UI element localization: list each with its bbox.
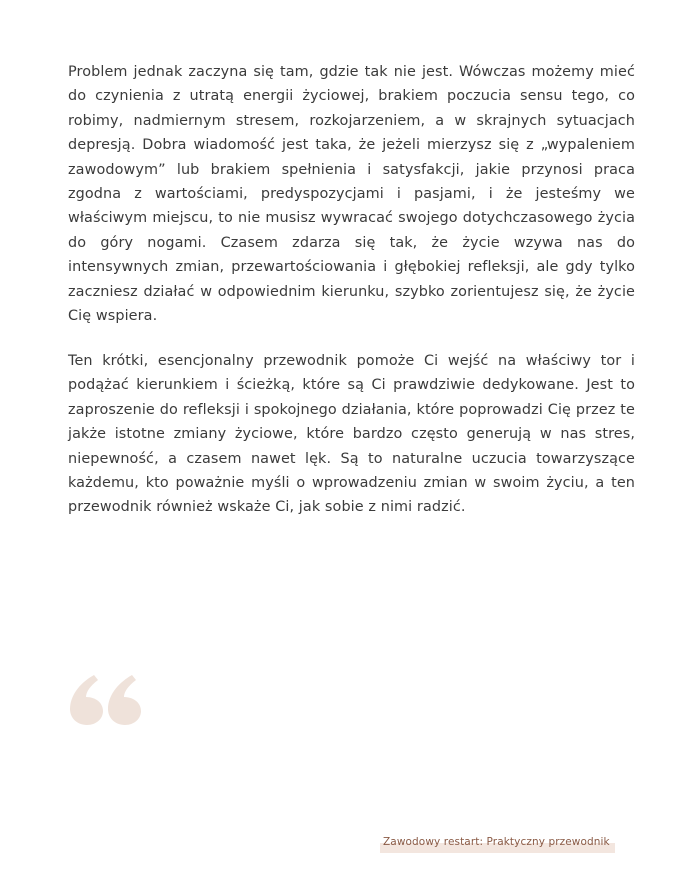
footer-book-title: Zawodowy restart: Praktyczny przewodnik: [383, 836, 610, 848]
body-paragraph-1: Problem jednak zaczyna się tam, gdzie tak nie jest. Wówczas możemy mieć do czynienia z utratą energii życiowej, brakiem poczucia sensu tego, co robimy, nadmiernym stresem, rozkojarzeniem, a w skrajnych sytuacjach depresją. Dobra wiadomość jest taka, że jeżeli mierzysz się z „wypaleniem zawodowym” lub brakiem spełnienia i satysfakcji, jakie przynosi praca zgodna z wartościami, predyspozycjami i pasjami, i że jesteśmy we właściwym miejscu, to nie musisz wywracać swojego dotychczasowego życia do góry nogami. Czasem zdarza się tak, że życie wzywa nas do intensywnych zmian, przewartościowania i głębokiej refleksji, ale gdy tylko zaczniesz działać w odpowiednim kierunku, szybko zorientujesz się, że życie Cię wspiera.: [68, 64, 635, 325]
body-paragraph-2: Ten krótki, esencjonalny przewodnik pomoże Ci wejść na właściwy tor i podążać kierunkiem i ścieżką, które są Ci prawdziwie dedykowane. Jest to zaproszenie do refleksji i spokojnego działania, które poprowadzi Cię przez te jakże istotne zmiany życiowe, które bardzo często generują w nas stres, niepewność, a czasem nawet lęk. Są to naturalne uczucia towarzyszące każdemu, kto poważnie myśli o wprowadzeniu zmian w swoim życiu, a ten przewodnik również wskaże Ci, jak sobie z nimi radzić.: [68, 353, 635, 516]
opening-quote-icon: [70, 675, 142, 725]
